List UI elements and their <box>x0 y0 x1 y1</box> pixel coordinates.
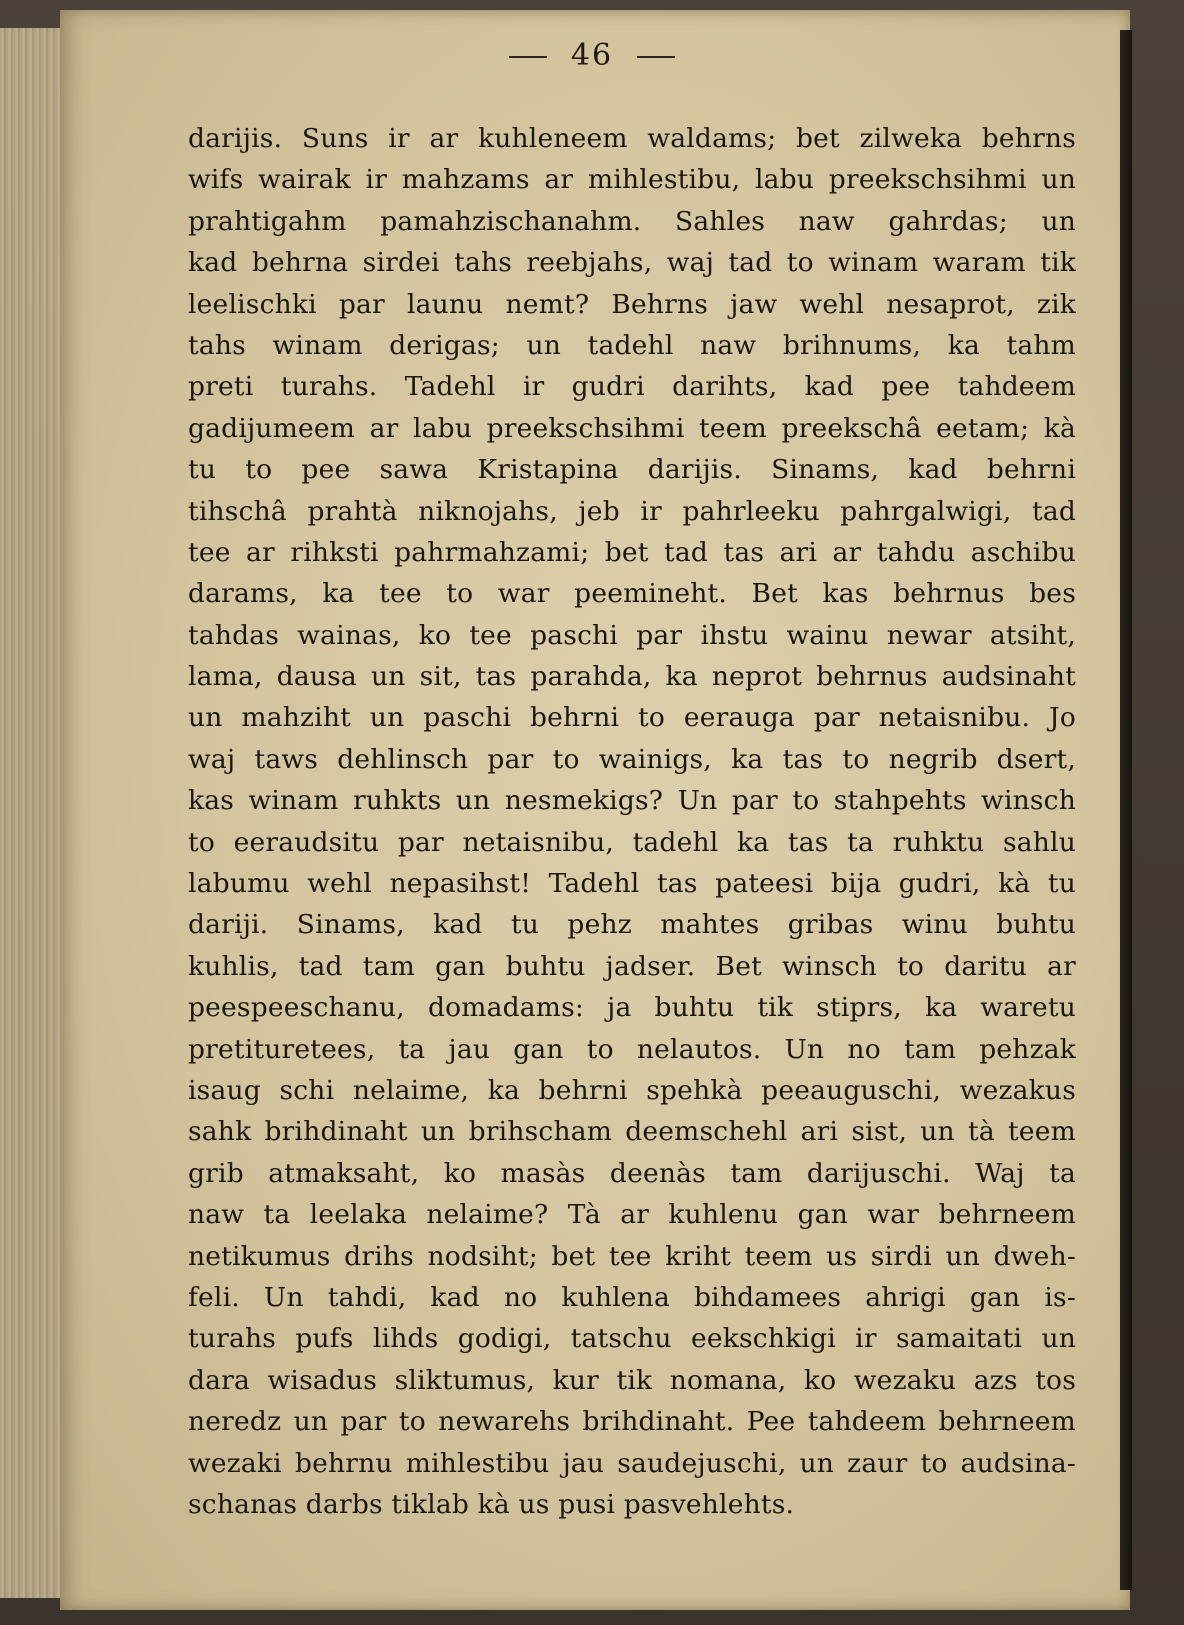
text-line: darijis. Suns ir ar kuhleneem waldams; bet zilweka behrns <box>188 123 1076 154</box>
text-line: naw ta leelaka nelaime? Tà ar kuhlenu gan war behrneem <box>188 1199 1076 1231</box>
text-line: waj taws dehlinsch par to wainigs, ka tas to negrib dsert, <box>188 743 1076 775</box>
text-line: feli. Un tahdi, kad no kuhlena bihdamees ahrigi gan is- <box>188 1281 1076 1313</box>
page-gutter-shadow <box>1120 30 1132 1590</box>
text-line: darams, ka tee to war peemineht. Bet kas behrnus bes <box>188 578 1076 610</box>
page-number-value: 46 <box>570 38 614 73</box>
text-line: tee ar rihksti pahrmahzami; bet tad tas ari ar tahdu aschibu <box>188 536 1076 568</box>
text-line: dara wisadus sliktumus, kur tik nomana, ko wezaku azs tos <box>188 1364 1076 1396</box>
text-line: kuhlis, tad tam gan buhtu jadser. Bet winsch to daritu ar <box>188 950 1076 982</box>
text-line: turahs pufs lihds godigi, tatschu eekschkigi ir samaitati un <box>188 1323 1076 1355</box>
text-line: labumu wehl nepasihst! Tadehl tas pateesi bija gudri, kà tu <box>188 868 1076 900</box>
text-line: prahtigahm pamahzischanahm. Sahles naw gahrdas; un <box>188 205 1076 237</box>
text-line: neredz un par to newarehs brihdinaht. Pee tahdeem behrneem <box>188 1406 1076 1438</box>
text-line: to eeraudsitu par netaisnibu, tadehl ka tas ta ruhktu sahlu <box>188 826 1076 858</box>
text-line: tahs winam derigas; un tadehl naw brihnums, ka tahm <box>188 329 1076 361</box>
text-line: wezaki behrnu mihlestibu jau saudejuschi, un zaur to audsina- <box>188 1447 1076 1479</box>
text-line: un mahziht un paschi behrni to eerauga par netaisnibu. Jo <box>188 702 1076 734</box>
text-line: kas winam ruhkts un nesmekigs? Un par to stahpehts winsch <box>188 785 1076 817</box>
text-line: leelischki par launu nemt? Behrns jaw wehl nesaprot, zik <box>188 288 1076 320</box>
text-line: schanas darbs tiklab kà us pusi pasvehlehts. <box>188 1488 795 1520</box>
text-line: lama, dausa un sit, tas parahda, ka neprot behrnus audsinaht <box>188 661 1076 693</box>
text-line: preti turahs. Tadehl ir gudri darihts, kad pee tahdeem <box>188 371 1076 403</box>
text-line: netikumus drihs nodsiht; bet tee kriht teem us sirdi un dweh- <box>188 1240 1076 1272</box>
text-line: tahdas wainas, ko tee paschi par ihstu wainu newar atsiht, <box>188 619 1076 651</box>
page-number <box>0 38 1184 73</box>
text-line: pretituretees, ta jau gan to nelautos. Un no tam pehzak <box>188 1033 1076 1065</box>
page-number-dash-right <box>637 56 675 58</box>
text-line: kad behrna sirdei tahs reebjahs, waj tad to winam waram tik <box>188 247 1076 279</box>
text-line: peespeeschanu, domadams: ja buhtu tik stiprs, ka waretu <box>188 992 1076 1024</box>
text-line: dariji. Sinams, kad tu pehz mahtes gribas winu buhtu <box>188 909 1076 941</box>
text-line: grib atmaksaht, ko masàs deenàs tam darijuschi. Waj ta <box>188 1157 1076 1189</box>
text-line: sahk brihdinaht un brihscham deemschehl ari sist, un tà teem <box>188 1116 1076 1148</box>
text-line: wifs wairak ir mahzams ar mihlestibu, labu preekschsihmi un <box>188 164 1076 196</box>
page-number-dash-left <box>509 56 547 58</box>
body-text <box>188 118 1076 1525</box>
text-line: tihschâ prahtà niknojahs, jeb ir pahrleeku pahrgalwigi, tad <box>188 495 1076 527</box>
text-line: isaug schi nelaime, ka behrni spehkà peeauguschi, wezakus <box>188 1074 1076 1106</box>
text-line: gadijumeem ar labu preekschsihmi teem preekschâ eetam; kà <box>188 412 1076 444</box>
text-line: tu to pee sawa Kristapina darijis. Sinams, kad behrni <box>188 454 1076 486</box>
